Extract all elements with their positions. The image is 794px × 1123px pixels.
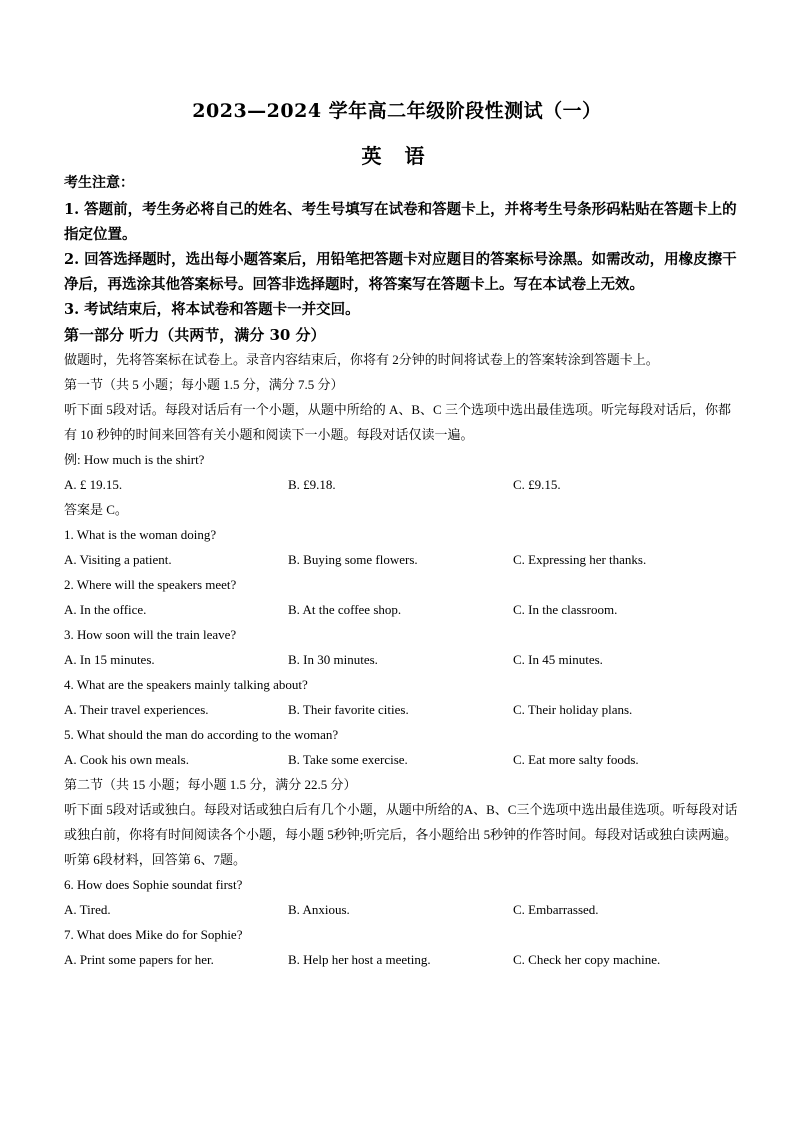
- notice-item: 2. 回答选择题时，选出每小题答案后，用铅笔把答题卡对应题目的答案标号涂黑。如需改动，用橡皮擦干净后，再选涂其他答案标号。回答非选择题时，将答案写在答题卡上。写在本试卷上无效。: [64, 251, 737, 293]
- notice-block: [64, 172, 740, 322]
- option-c: C. £9.15.: [513, 477, 561, 492]
- section-one-instructions: 听下面 5段对话。每段对话后有一个小题，从题中所给的 A、B、C 三个选项中选出最佳选项。听完每段对话后，你都有 10 秒钟的时间来回答有关小题和阅读下一小题。每段对话仅读一遍。: [64, 402, 731, 442]
- material-note: 听第 6段材料，回答第 6、7题。: [64, 852, 247, 867]
- question-7: 7. What does Mike do for Sophie?: [64, 927, 243, 942]
- option-b: B. Anxious.: [288, 902, 350, 917]
- exam-content: [64, 172, 740, 972]
- option-c: C. In 45 minutes.: [513, 652, 603, 667]
- option-a: A. In 15 minutes.: [64, 652, 155, 667]
- option-a: A. In the office.: [64, 602, 147, 617]
- question-2: 2. Where will the speakers meet?: [64, 577, 237, 592]
- option-c: C. Their holiday plans.: [513, 702, 633, 717]
- example-answer: 答案是 C。: [64, 502, 128, 517]
- option-c: C. Eat more salty foods.: [513, 752, 639, 767]
- question-5: 5. What should the man do according to the woman?: [64, 727, 339, 742]
- question-3: 3. How soon will the train leave?: [64, 627, 237, 642]
- question-5-options: [64, 747, 740, 772]
- part-one-intro: 做题时，先将答案标在试卷上。录音内容结束后，你将有 2分钟的时间将试卷上的答案转涂到答题卡上。: [64, 352, 659, 367]
- option-c: C. In the classroom.: [513, 602, 618, 617]
- option-b: B. Take some exercise.: [288, 752, 408, 767]
- option-b: B. In 30 minutes.: [288, 652, 378, 667]
- question-3-options: [64, 647, 740, 672]
- notice-item: 1. 答题前，考生务必将自己的姓名、考生号填写在试卷和答题卡上，并将考生号条形码粘贴在答题卡上的指定位置。: [64, 201, 737, 243]
- exam-title: 2023—2024 学年高二年级阶段性测试（一）: [192, 100, 602, 122]
- option-a: A. Print some papers for her.: [64, 952, 214, 967]
- option-c: C. Check her copy machine.: [513, 952, 661, 967]
- part-one-title: 第一部分 听力（共两节，满分 30 分）: [64, 326, 326, 344]
- option-b: B. Buying some flowers.: [288, 552, 418, 567]
- question-1: 1. What is the woman doing?: [64, 527, 217, 542]
- option-c: C. Expressing her thanks.: [513, 552, 647, 567]
- option-a: A. £ 19.15.: [64, 477, 123, 492]
- example-options: [64, 472, 740, 497]
- question-4-options: [64, 697, 740, 722]
- question-6-options: [64, 897, 740, 922]
- section-two-title: 第二节（共 15 小题；每小题 1.5 分，满分 22.5 分）: [64, 777, 357, 792]
- question-7-options: [64, 947, 740, 972]
- option-a: A. Cook his own meals.: [64, 752, 189, 767]
- notice-item: 3. 考试结束后，将本试卷和答题卡一并交回。: [64, 301, 360, 318]
- option-a: A. Their travel experiences.: [64, 702, 209, 717]
- option-a: A. Visiting a patient.: [64, 552, 172, 567]
- subject-title: 英 语: [361, 144, 433, 168]
- option-b: B. Help her host a meeting.: [288, 952, 431, 967]
- question-1-options: [64, 547, 740, 572]
- option-a: A. Tired.: [64, 902, 111, 917]
- notice-title: 考生注意：: [64, 175, 134, 191]
- option-b: B. At the coffee shop.: [288, 602, 402, 617]
- section-one-title: 第一节（共 5 小题；每小题 1.5 分，满分 7.5 分）: [64, 377, 344, 392]
- option-b: B. Their favorite cities.: [288, 702, 409, 717]
- option-b: B. £9.18.: [288, 477, 336, 492]
- question-6: 6. How does Sophie soundat first?: [64, 877, 243, 892]
- example-question: 例: How much is the shirt?: [64, 452, 205, 467]
- question-2-options: [64, 597, 740, 622]
- question-4: 4. What are the speakers mainly talking about?: [64, 677, 308, 692]
- section-two-instructions: 听下面 5段对话或独白。每段对话或独白后有几个小题，从题中所给的A、B、C三个选项中选出最佳选项。听每段对话或独白前，你将有时间阅读各个小题，每小题 5秒钟;听完后，各小题给出 5秒钟的作答时间。每段对话或独白读两遍。: [64, 802, 738, 842]
- option-c: C. Embarrassed.: [513, 902, 599, 917]
